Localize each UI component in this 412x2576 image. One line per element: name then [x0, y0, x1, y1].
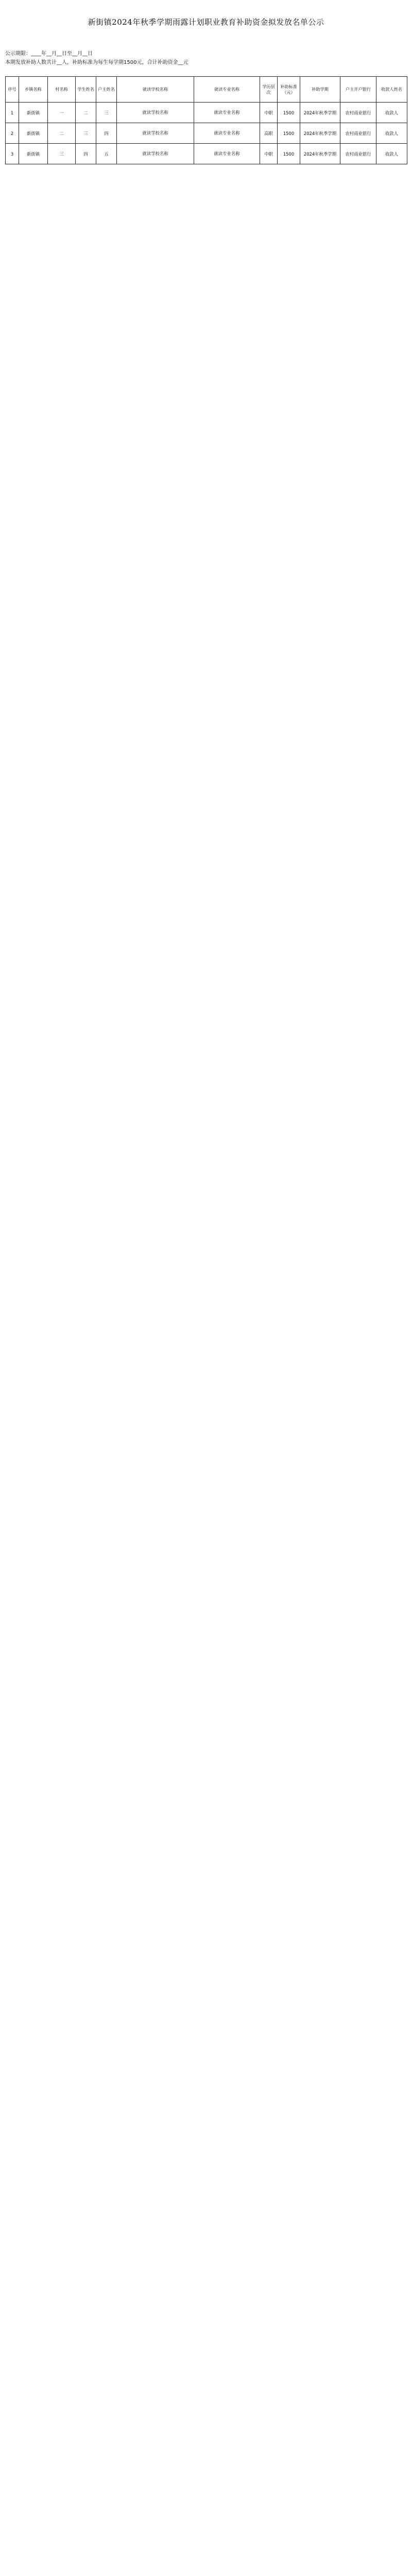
table-cell: 中职: [260, 103, 278, 123]
table-cell: 农村商业银行: [340, 144, 376, 164]
table-cell: 农村商业银行: [340, 123, 376, 144]
column-header: 学生姓名: [76, 77, 96, 103]
table-cell: 2024年秋季学期: [300, 103, 340, 123]
table-cell: 1: [6, 103, 19, 123]
table-cell: 就读专业名称: [194, 103, 260, 123]
column-header: 就读学校名称: [117, 77, 194, 103]
table-cell: 就读学校名称: [117, 144, 194, 164]
table-row: [6, 103, 407, 123]
column-header: 补助学期: [300, 77, 340, 103]
table-cell: 收款人: [376, 103, 407, 123]
column-header: 补助标准（元）: [278, 77, 300, 103]
column-header: 乡镇名称: [19, 77, 48, 103]
table-cell: 三: [48, 144, 76, 164]
subsidy-roster-table: [5, 76, 407, 164]
table-cell: 四: [76, 144, 96, 164]
table-cell: 1500: [278, 103, 300, 123]
table-cell: 收款人: [376, 123, 407, 144]
table-cell: 2024年秋季学期: [300, 123, 340, 144]
notes-block: [5, 49, 407, 67]
table-body: [6, 103, 407, 164]
table-cell: 收款人: [376, 144, 407, 164]
table-cell: 1500: [278, 144, 300, 164]
note-line-2: 本期发放补助人数共计__人，补助标准为每生每学期1500元，合计补助资金__元: [5, 60, 188, 65]
table-cell: 中职: [260, 144, 278, 164]
table-cell: 三: [96, 103, 117, 123]
table-cell: 四: [96, 123, 117, 144]
column-header: 村名称: [48, 77, 76, 103]
table-cell: 就读专业名称: [194, 144, 260, 164]
table-row: [6, 123, 407, 144]
table-cell: 就读学校名称: [117, 103, 194, 123]
column-header: 学历层次: [260, 77, 278, 103]
table-cell: 2: [6, 123, 19, 144]
table-cell: 三: [76, 123, 96, 144]
note-line-1: 公示期限：____年__月__日至__月__日: [5, 51, 93, 57]
table-cell: 新街镇: [19, 123, 48, 144]
table-cell: 就读学校名称: [117, 123, 194, 144]
column-header: 就读专业名称: [194, 77, 260, 103]
table-cell: 1500: [278, 123, 300, 144]
table-cell: 新街镇: [19, 103, 48, 123]
table-cell: 二: [76, 103, 96, 123]
column-header: 户主开户银行: [340, 77, 376, 103]
column-header: 序号: [6, 77, 19, 103]
table-cell: 五: [96, 144, 117, 164]
table-cell: 高职: [260, 123, 278, 144]
column-header: 收款人姓名: [376, 77, 407, 103]
table-cell: 二: [48, 123, 76, 144]
table-cell: 3: [6, 144, 19, 164]
document-title: 新街镇2024年秋季学期雨露计划职业教育补助资金拟发放名单公示: [88, 18, 324, 27]
table-cell: 就读专业名称: [194, 123, 260, 144]
table-cell: 农村商业银行: [340, 103, 376, 123]
table-cell: 2024年秋季学期: [300, 144, 340, 164]
table-cell: 一: [48, 103, 76, 123]
column-header: 户主姓名: [96, 77, 117, 103]
table-header-row: [6, 77, 407, 103]
table-cell: 新街镇: [19, 144, 48, 164]
table-row: [6, 144, 407, 164]
